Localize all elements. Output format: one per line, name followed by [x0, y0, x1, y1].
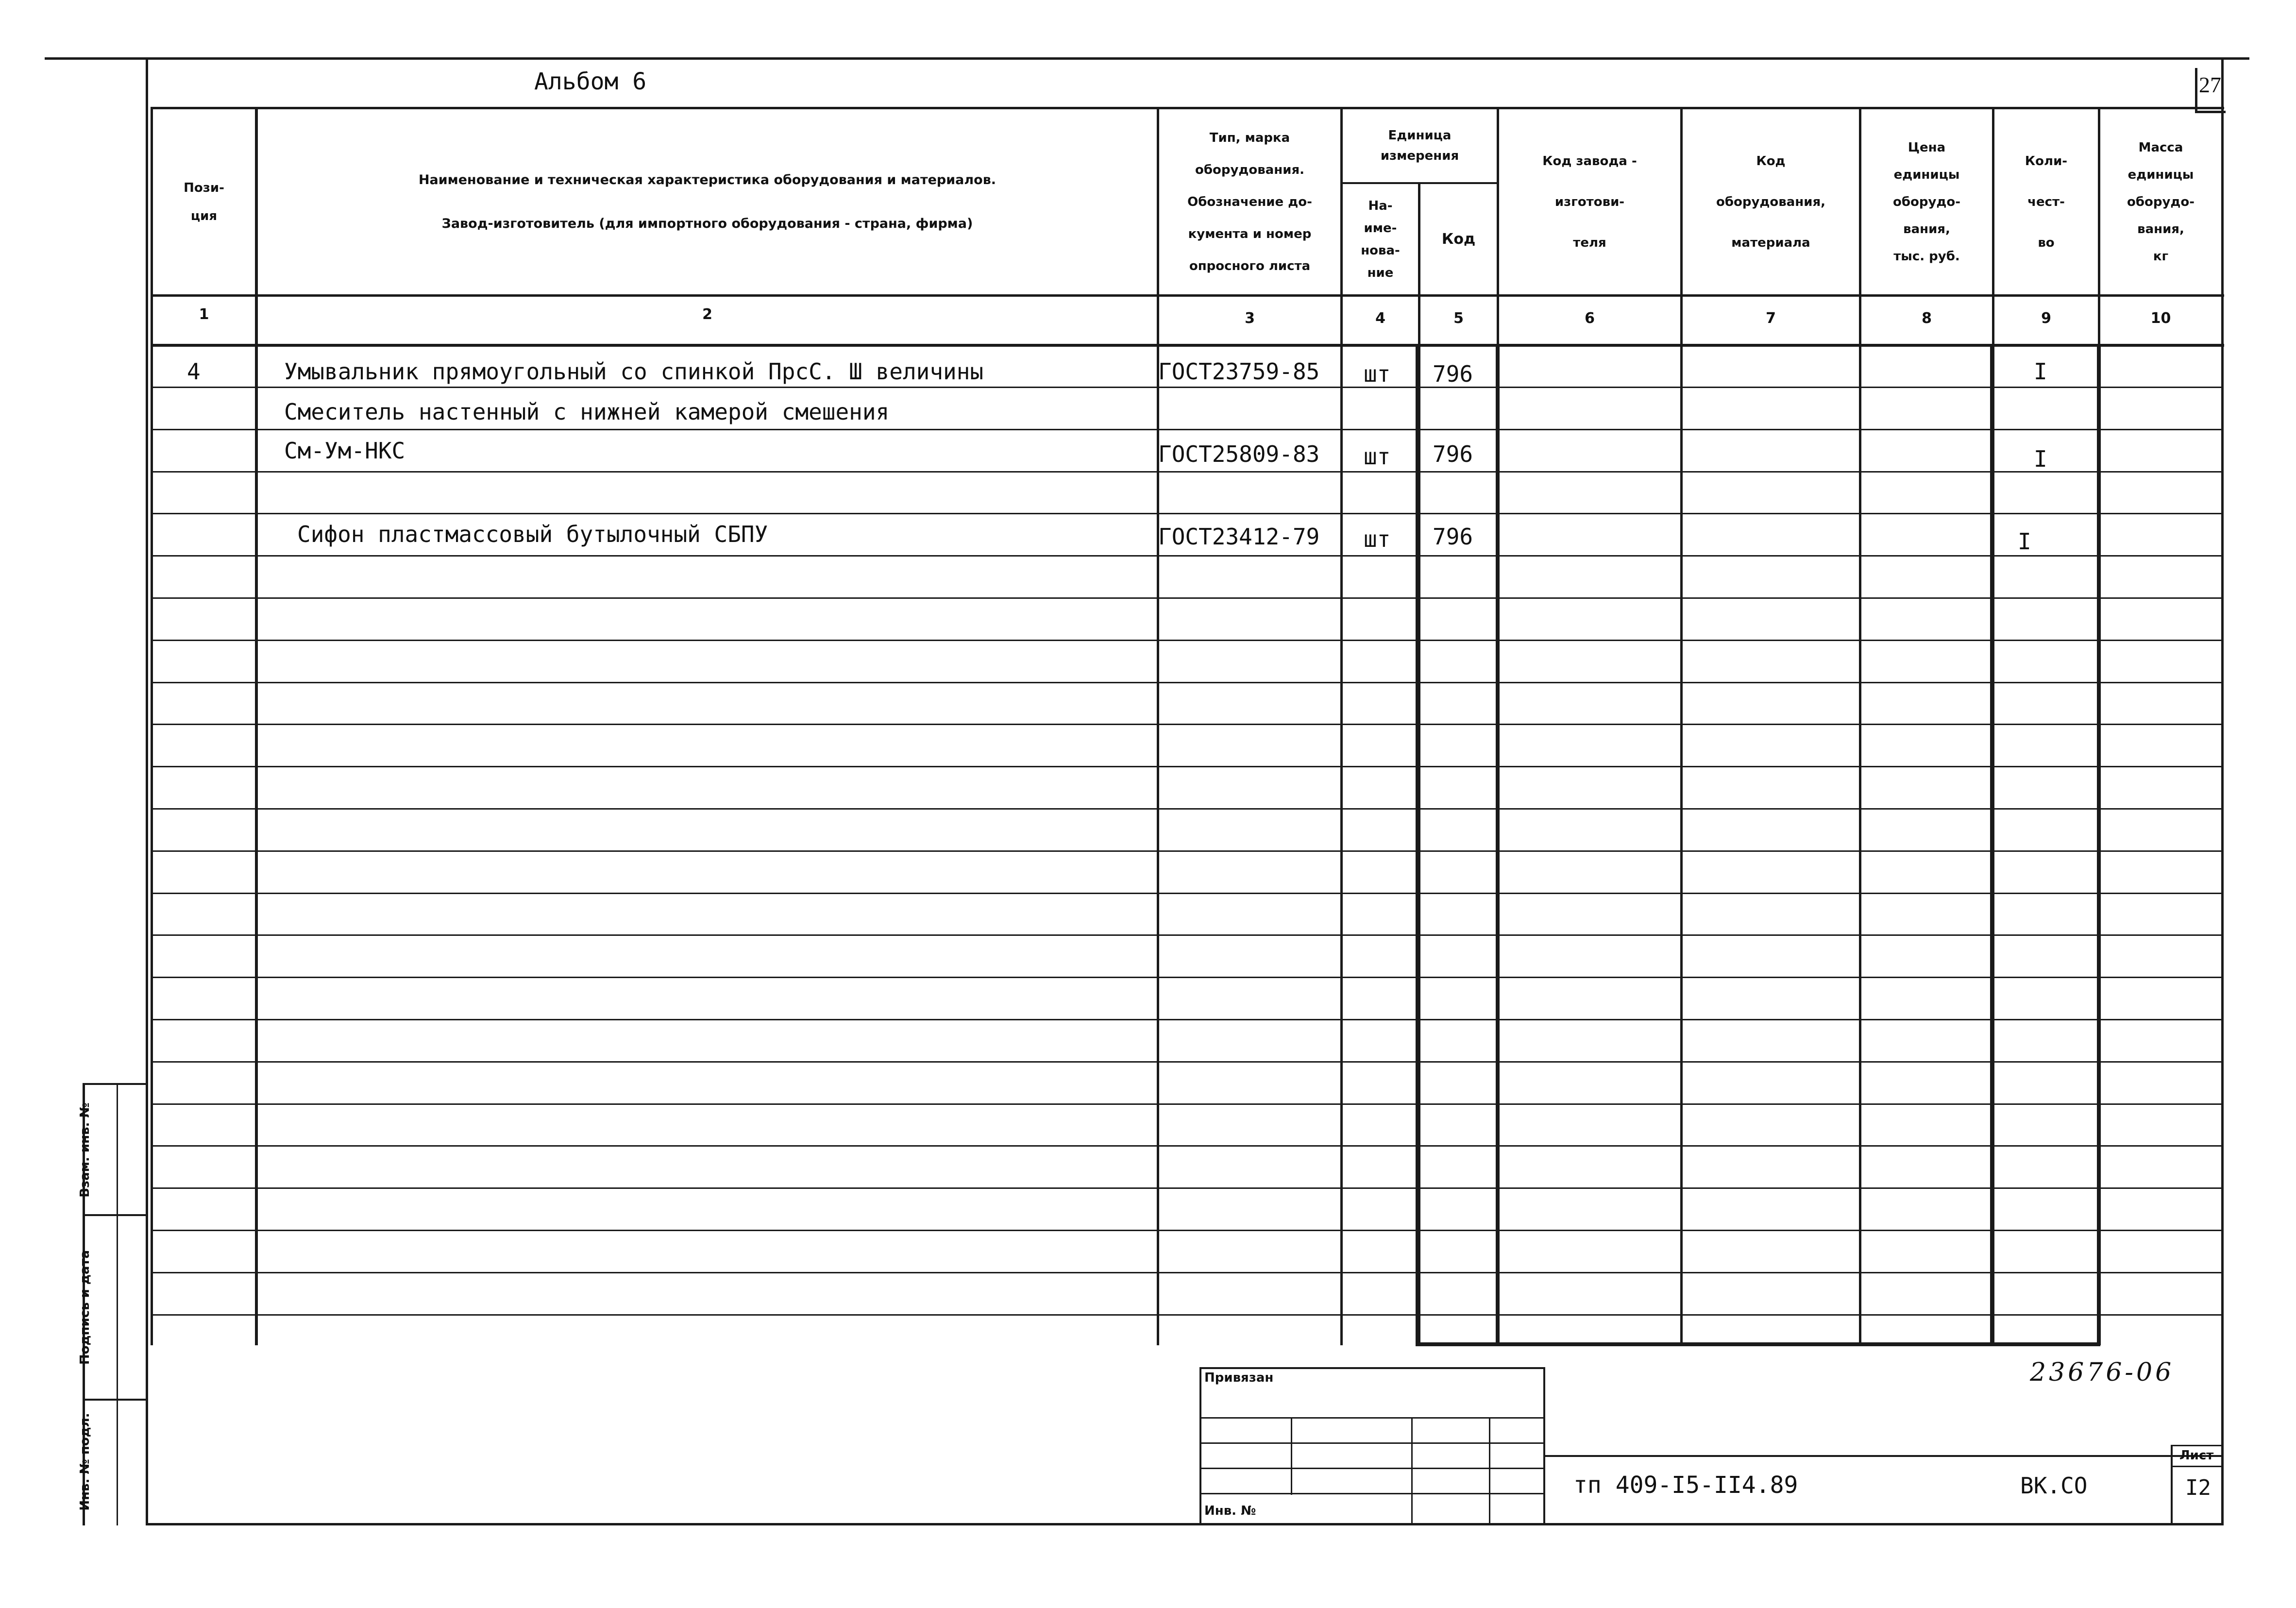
- row5-name: Сифон пластмассовый бутылочный СБПУ: [297, 521, 768, 547]
- header-price-line4: вания,: [1903, 221, 1950, 237]
- row5-doc: ГОСТ23412-79: [1158, 524, 1320, 550]
- tb-col-1: [1291, 1417, 1292, 1495]
- row-line: [151, 1061, 2223, 1063]
- side-sign-date: Подпись и дата: [78, 1250, 92, 1365]
- header-type-line4: кумента и номер: [1188, 226, 1312, 241]
- side-inv-no: Инв. № подл.: [78, 1413, 92, 1511]
- tb-col-2: [1411, 1417, 1413, 1524]
- tb-sheet-number: I2: [2185, 1475, 2211, 1500]
- row-line: [151, 597, 2223, 599]
- frame-left: [146, 57, 148, 1525]
- tb-row-2: [1199, 1442, 1544, 1444]
- thick-left-code: [1416, 345, 1419, 1345]
- tb-row-3: [1199, 1468, 1544, 1469]
- header-equipment-code: [1683, 109, 1859, 294]
- header-name-line1: Наименование и техническая характеристика оборудования и материалов.: [418, 172, 996, 187]
- row1-unit: шт: [1364, 361, 1391, 387]
- thick-bottom: [1416, 1342, 2100, 1346]
- tb-sheet-left: [2171, 1445, 2173, 1525]
- header-mass-line1: Масса: [2138, 140, 2183, 155]
- colnum-9: 9: [2041, 310, 2051, 327]
- colnum-3: 3: [1245, 310, 1255, 327]
- tb-sheet-label: Лист: [2179, 1448, 2214, 1463]
- colnum-5: 5: [1453, 310, 1464, 327]
- tb-box-left: [1199, 1367, 1201, 1525]
- header-price-line3: оборудо-: [1892, 194, 1961, 209]
- header-price: [1861, 109, 1992, 294]
- row-line: [151, 555, 2223, 557]
- header-position: [153, 109, 255, 294]
- tb-sheet-top: [2171, 1445, 2222, 1446]
- album-title: Альбом 6: [534, 68, 647, 95]
- header-qty-line1: Коли-: [2025, 153, 2068, 169]
- header-mass-line2: единицы: [2127, 167, 2194, 182]
- tb-row-4: [1199, 1493, 1544, 1494]
- header-unit-code: [1420, 184, 1497, 294]
- header-unit-name-line3: нова-: [1361, 243, 1400, 258]
- header-factory-line2: изготови-: [1554, 194, 1625, 209]
- row-line: [151, 893, 2223, 894]
- row5-unit: шт: [1364, 526, 1391, 552]
- header-qty-line2: чест-: [2027, 194, 2065, 209]
- row-line: [151, 977, 2223, 978]
- frame-top: [45, 57, 2249, 60]
- header-price-line5: тыс. руб.: [1893, 249, 1960, 264]
- header-mass: [2100, 109, 2221, 294]
- frame-bottom: [146, 1523, 2222, 1525]
- row2-name: Смеситель настенный с нижней камерой смешения: [284, 399, 890, 425]
- header-equip-line3: материала: [1731, 235, 1810, 250]
- row5-qty: I: [2018, 528, 2031, 555]
- col-line-10: [2221, 107, 2224, 1345]
- thick-code-right: [1496, 345, 1500, 1345]
- side-inner-vert: [117, 1083, 118, 1525]
- colnum-4: 4: [1375, 310, 1385, 327]
- thick-qty-left: [1990, 345, 1994, 1345]
- colnum-2: 2: [702, 306, 712, 323]
- colnum-1: 1: [199, 306, 209, 323]
- header-price-line2: единицы: [1893, 167, 1960, 182]
- row5-code: 796: [1433, 524, 1473, 550]
- row3-qty: I: [2034, 446, 2047, 472]
- header-price-line1: Цена: [1908, 140, 1946, 155]
- row-line: [151, 1145, 2223, 1147]
- header-type-line2: оборудования.: [1195, 162, 1305, 177]
- header-mass-line3: оборудо-: [2127, 194, 2195, 209]
- header-unit-line1: Единица: [1388, 128, 1452, 143]
- row-line: [151, 1103, 2223, 1105]
- header-position-line1: Пози-: [184, 180, 224, 195]
- header-unit-name-line1: На-: [1368, 198, 1393, 213]
- header-unit-name-line4: ние: [1367, 265, 1394, 280]
- row3-unit: шт: [1364, 443, 1391, 470]
- row-line: [151, 1272, 2223, 1273]
- header-position-line2: ция: [190, 208, 218, 223]
- row-line: [151, 766, 2223, 767]
- row-line: [151, 724, 2223, 725]
- tb-box-top: [1199, 1367, 1544, 1369]
- tb-doc-code: ВК.СО: [2020, 1473, 2088, 1499]
- tb-inv-label: Инв. №: [1204, 1504, 1256, 1518]
- row3-name: См-Ум-НКС: [284, 438, 405, 464]
- header-mass-line5: кг: [2153, 249, 2169, 264]
- row-line: [151, 850, 2223, 852]
- header-factory-line3: теля: [1573, 235, 1606, 250]
- row-line: [151, 808, 2223, 810]
- header-unit-name-line2: име-: [1364, 220, 1397, 236]
- tb-sheet-mid: [2171, 1466, 2222, 1467]
- row-line: [151, 934, 2223, 936]
- header-equip-line2: оборудования,: [1716, 194, 1826, 209]
- row3-doc: ГОСТ25809-83: [1158, 441, 1320, 467]
- table-header-bottom: [151, 294, 2224, 297]
- tb-project-code: тп 409-I5-II4.89: [1573, 1472, 1798, 1499]
- header-equip-line1: Код: [1756, 153, 1786, 169]
- colnum-6: 6: [1585, 310, 1595, 327]
- row-line: [151, 1314, 2223, 1316]
- header-qty-line3: во: [2038, 235, 2055, 250]
- row3-code: 796: [1433, 441, 1473, 467]
- header-unit-name: [1343, 184, 1418, 294]
- colnum-7: 7: [1766, 310, 1776, 327]
- header-type-line1: Тип, марка: [1209, 130, 1290, 145]
- row-line: [151, 1019, 2223, 1020]
- tb-box-right: [1543, 1367, 1545, 1525]
- header-factory-code: [1499, 109, 1680, 294]
- colnum-10: 10: [2150, 310, 2171, 327]
- colnum-8: 8: [1922, 310, 1932, 327]
- row-line: [151, 640, 2223, 641]
- row1-qty: I: [2034, 358, 2047, 385]
- side-divider-1: [83, 1214, 148, 1216]
- header-type-line3: Обозначение до-: [1187, 194, 1312, 209]
- row1-code: 796: [1433, 361, 1473, 387]
- header-unit-line2: измерения: [1380, 149, 1459, 163]
- row-line: [151, 471, 2223, 473]
- header-type-line5: опросного листа: [1189, 258, 1311, 273]
- header-name-line2: Завод-изготовитель (для импортного оборудования - страна, фирма): [441, 216, 973, 231]
- header-name: [258, 109, 1157, 294]
- row-line: [151, 1230, 2223, 1231]
- row1-position: 4: [187, 358, 201, 385]
- tb-row-1: [1199, 1417, 1544, 1419]
- header-mass-line4: вания,: [2137, 221, 2184, 237]
- side-replace-inv: Взам. инв. №: [78, 1102, 92, 1198]
- tb-main-top: [1544, 1455, 2222, 1457]
- header-type: [1159, 109, 1340, 294]
- row-line: [151, 387, 2223, 388]
- tb-col-3: [1489, 1417, 1490, 1524]
- tb-bound-label: Привязан: [1204, 1371, 1274, 1385]
- header-unit-code-text: Код: [1441, 230, 1476, 248]
- page-number: 27: [2199, 72, 2221, 97]
- row-line: [151, 429, 2223, 430]
- row-line: [151, 513, 2223, 514]
- row1-name: Умывальник прямоугольный со спинкой ПрсС. Ш величины: [284, 358, 984, 385]
- tb-handwritten-number: 23676-06: [2030, 1358, 2175, 1387]
- frame-left-top-tick: [83, 1083, 148, 1085]
- thick-qty-right: [2097, 345, 2101, 1345]
- header-quantity: [1994, 109, 2098, 294]
- row1-doc: ГОСТ23759-85: [1158, 358, 1320, 385]
- row-line: [151, 1187, 2223, 1189]
- header-factory-line1: Код завода -: [1542, 153, 1637, 169]
- header-unit-group: [1343, 109, 1497, 182]
- table-colnum-bottom: [151, 344, 2224, 347]
- row-line: [151, 682, 2223, 683]
